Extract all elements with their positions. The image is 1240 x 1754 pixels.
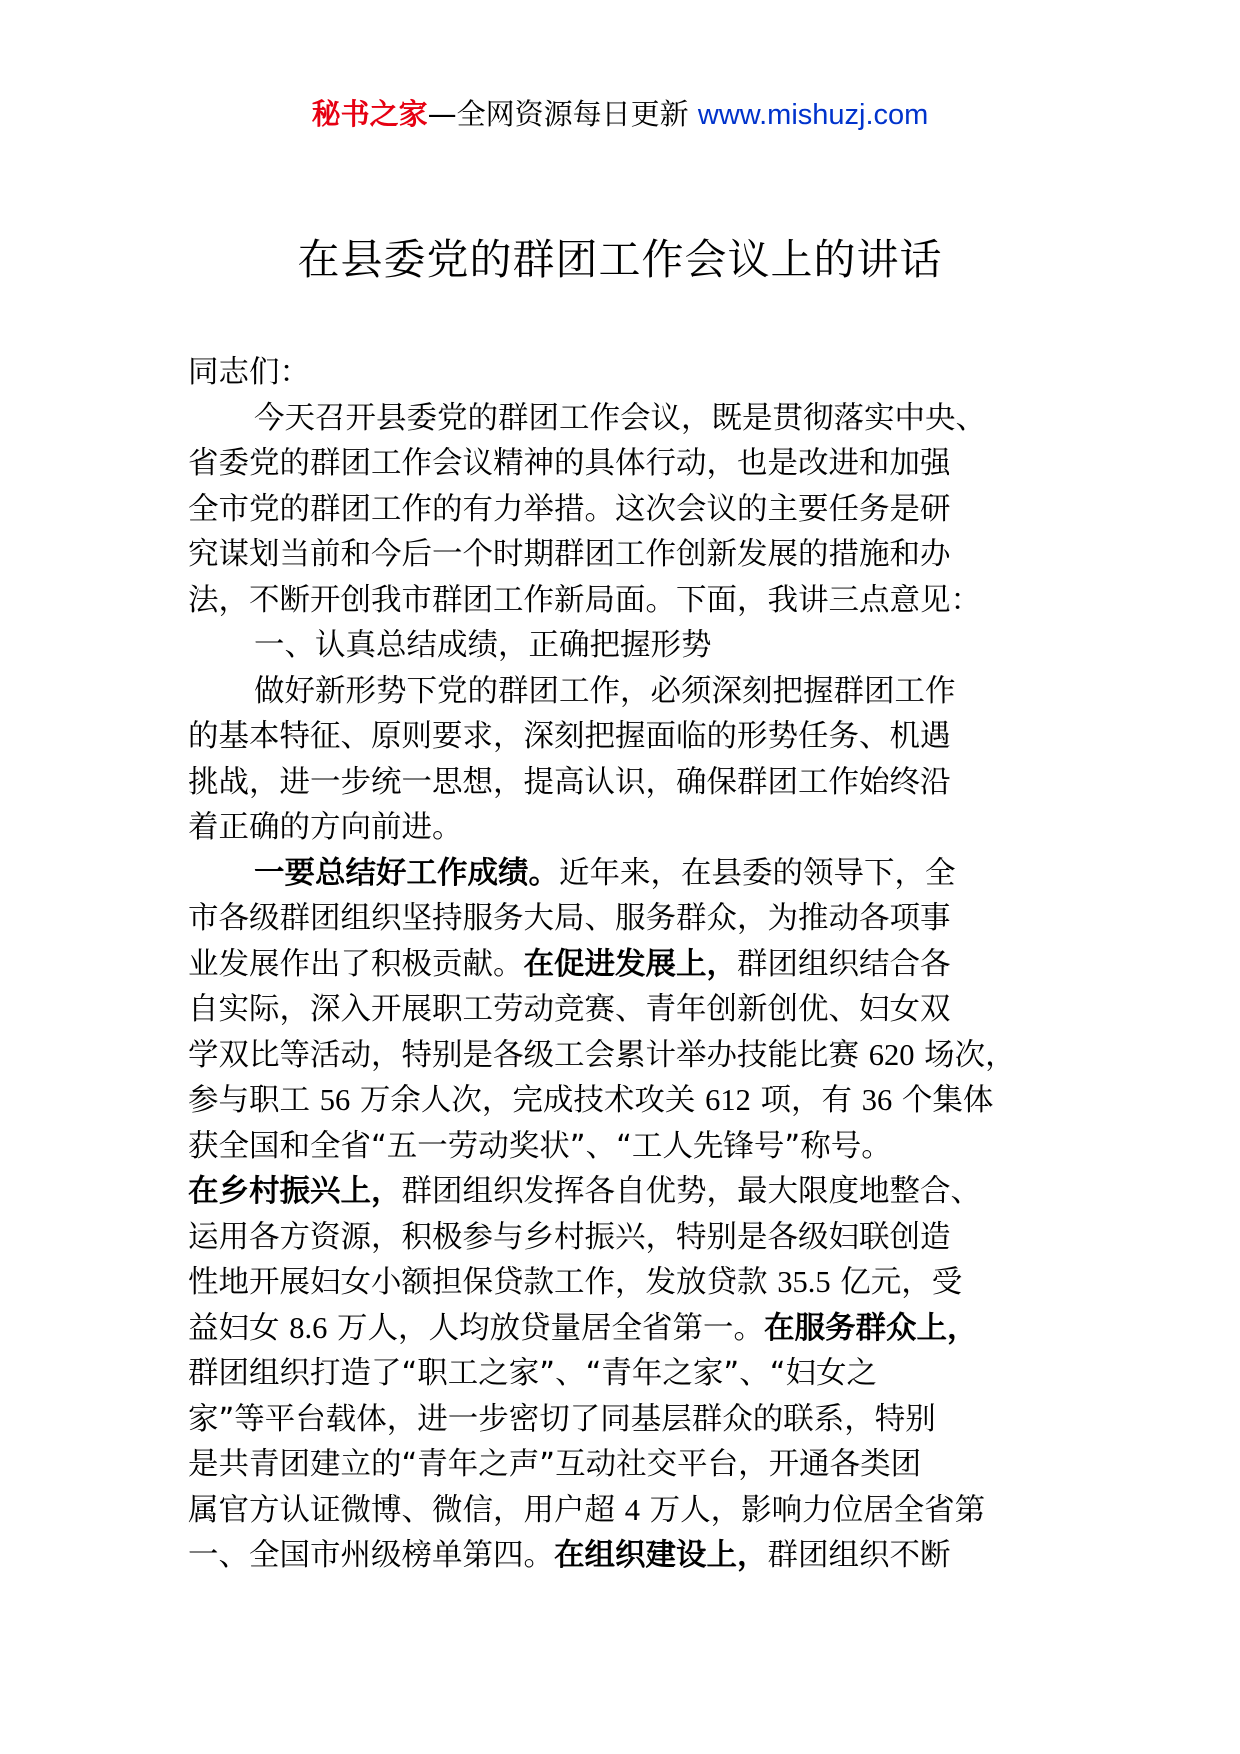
paragraph-situation [188, 669, 1068, 851]
site-url-link[interactable]: www.mishuzj.com [697, 99, 929, 131]
text-run: 场次， [914, 1037, 1016, 1073]
text-line: 省委党的群团工作会议精神的具体行动，也是改进和加强 [188, 446, 951, 481]
text-line: 法，不断开创我市群团工作新局面。下面，我讲三点意见： [188, 582, 981, 618]
text-line: 群团组织打造了“职工之家”、“青年之家”、“妇女之 [188, 1356, 878, 1391]
text-run: 属官方认证微博、微信，用户超 [188, 1492, 625, 1528]
text-run: 业发展作出了积极贡献。 [188, 946, 524, 982]
text-line [188, 1260, 1068, 1306]
number: 612 [705, 1083, 751, 1117]
text-line: 全市党的群团工作的有力举措。这次会议的主要任务是研 [188, 491, 951, 527]
text-line [188, 1488, 1068, 1534]
text-line [188, 942, 1068, 988]
text-line: 运用各方资源，积极参与乡村振兴，特别是各级妇联创造 [188, 1219, 951, 1255]
paragraph-intro [188, 396, 1068, 624]
bold-lead: 在组织建设上， [554, 1538, 768, 1573]
text-run: 近年来，在县委的领导下，全 [559, 855, 956, 891]
number: 4 [624, 1492, 640, 1527]
bold-lead: 在服务群众上， [764, 1310, 978, 1346]
number: 35.5 [777, 1265, 831, 1299]
text-line [188, 1033, 1068, 1079]
text-run: 万人，影响力位居全省第 [639, 1492, 986, 1528]
document-title: 在县委党的群团工作会议上的讲话 [297, 235, 943, 284]
text-line [188, 1306, 1068, 1352]
text-run: 群团组织结合各 [737, 946, 951, 982]
site-header [0, 94, 1240, 135]
bold-lead: 在促进发展上， [523, 946, 737, 982]
text-run: 益妇女 [188, 1310, 290, 1346]
text-run: 一、全国市州级榜单第四。 [188, 1538, 554, 1573]
text-line: 今天召开县委党的群团工作会议，既是贯彻落实中央、 [254, 400, 986, 436]
text-line: 自实际，深入开展职工劳动竞赛、青年创新创优、妇女双 [188, 992, 951, 1027]
text-line [188, 1169, 1068, 1215]
text-line: 做好新形势下党的群团工作，必须深刻把握群团工作 [254, 673, 956, 709]
brand-name: 秘书之家 [311, 97, 428, 131]
text-run: 项，有 [750, 1083, 862, 1118]
text-run: 参与职工 [188, 1083, 320, 1118]
text-line [188, 1533, 1068, 1579]
text-line: 家”等平台载体，进一步密切了同基层群众的联系，特别 [188, 1401, 936, 1437]
text-run: 万余人次，完成技术攻关 [350, 1083, 706, 1118]
text-line: 挑战，进一步统一思想，提高认识，确保群团工作始终沿 [188, 764, 951, 800]
text-line: 市各级群团组织坚持服务大局、服务群众，为推动各项事 [188, 901, 951, 936]
text-line [188, 1078, 1068, 1124]
number: 56 [319, 1083, 351, 1117]
text-run: 学双比等活动，特别是各级工会累计举办技能比赛 [188, 1037, 869, 1073]
text-run: 亿元，受 [830, 1265, 963, 1300]
section-heading-1: 一、认真总结成绩，正确把握形势 [254, 628, 712, 663]
header-slogan: —全网资源每日更新 [427, 97, 698, 131]
text-line: 获全国和全省“五一劳动奖状”、“工人先锋号”称号。 [188, 1128, 892, 1164]
number: 620 [868, 1037, 915, 1072]
text-run: 性地开展妇女小额担保贷款工作，发放贷款 [188, 1265, 778, 1300]
text-line: 是共青团建立的“青年之声”互动社交平台，开通各类团 [188, 1447, 922, 1482]
bold-lead: 在乡村振兴上， [188, 1174, 402, 1209]
bold-lead: 一要总结好工作成绩。 [254, 855, 559, 891]
document-body [188, 350, 1068, 1579]
text-line: 着正确的方向前进。 [188, 810, 463, 845]
text-line: 的基本特征、原则要求，深刻把握面临的形势任务、机遇 [188, 719, 951, 754]
text-run: 个集体 [892, 1083, 994, 1118]
text-run: 群团组织发挥各自优势，最大限度地整合、 [401, 1174, 981, 1209]
text-run: 群团组织不断 [767, 1538, 951, 1573]
salutation: 同志们： [188, 355, 310, 390]
text-line [188, 851, 1068, 897]
number: 8.6 [289, 1310, 328, 1345]
number: 36 [861, 1083, 893, 1117]
paragraph-achievements [188, 851, 1068, 1579]
text-run: 万人，人均放贷量居全省第一。 [327, 1310, 765, 1346]
text-line: 究谋划当前和今后一个时期群团工作创新发展的措施和办 [188, 537, 951, 572]
